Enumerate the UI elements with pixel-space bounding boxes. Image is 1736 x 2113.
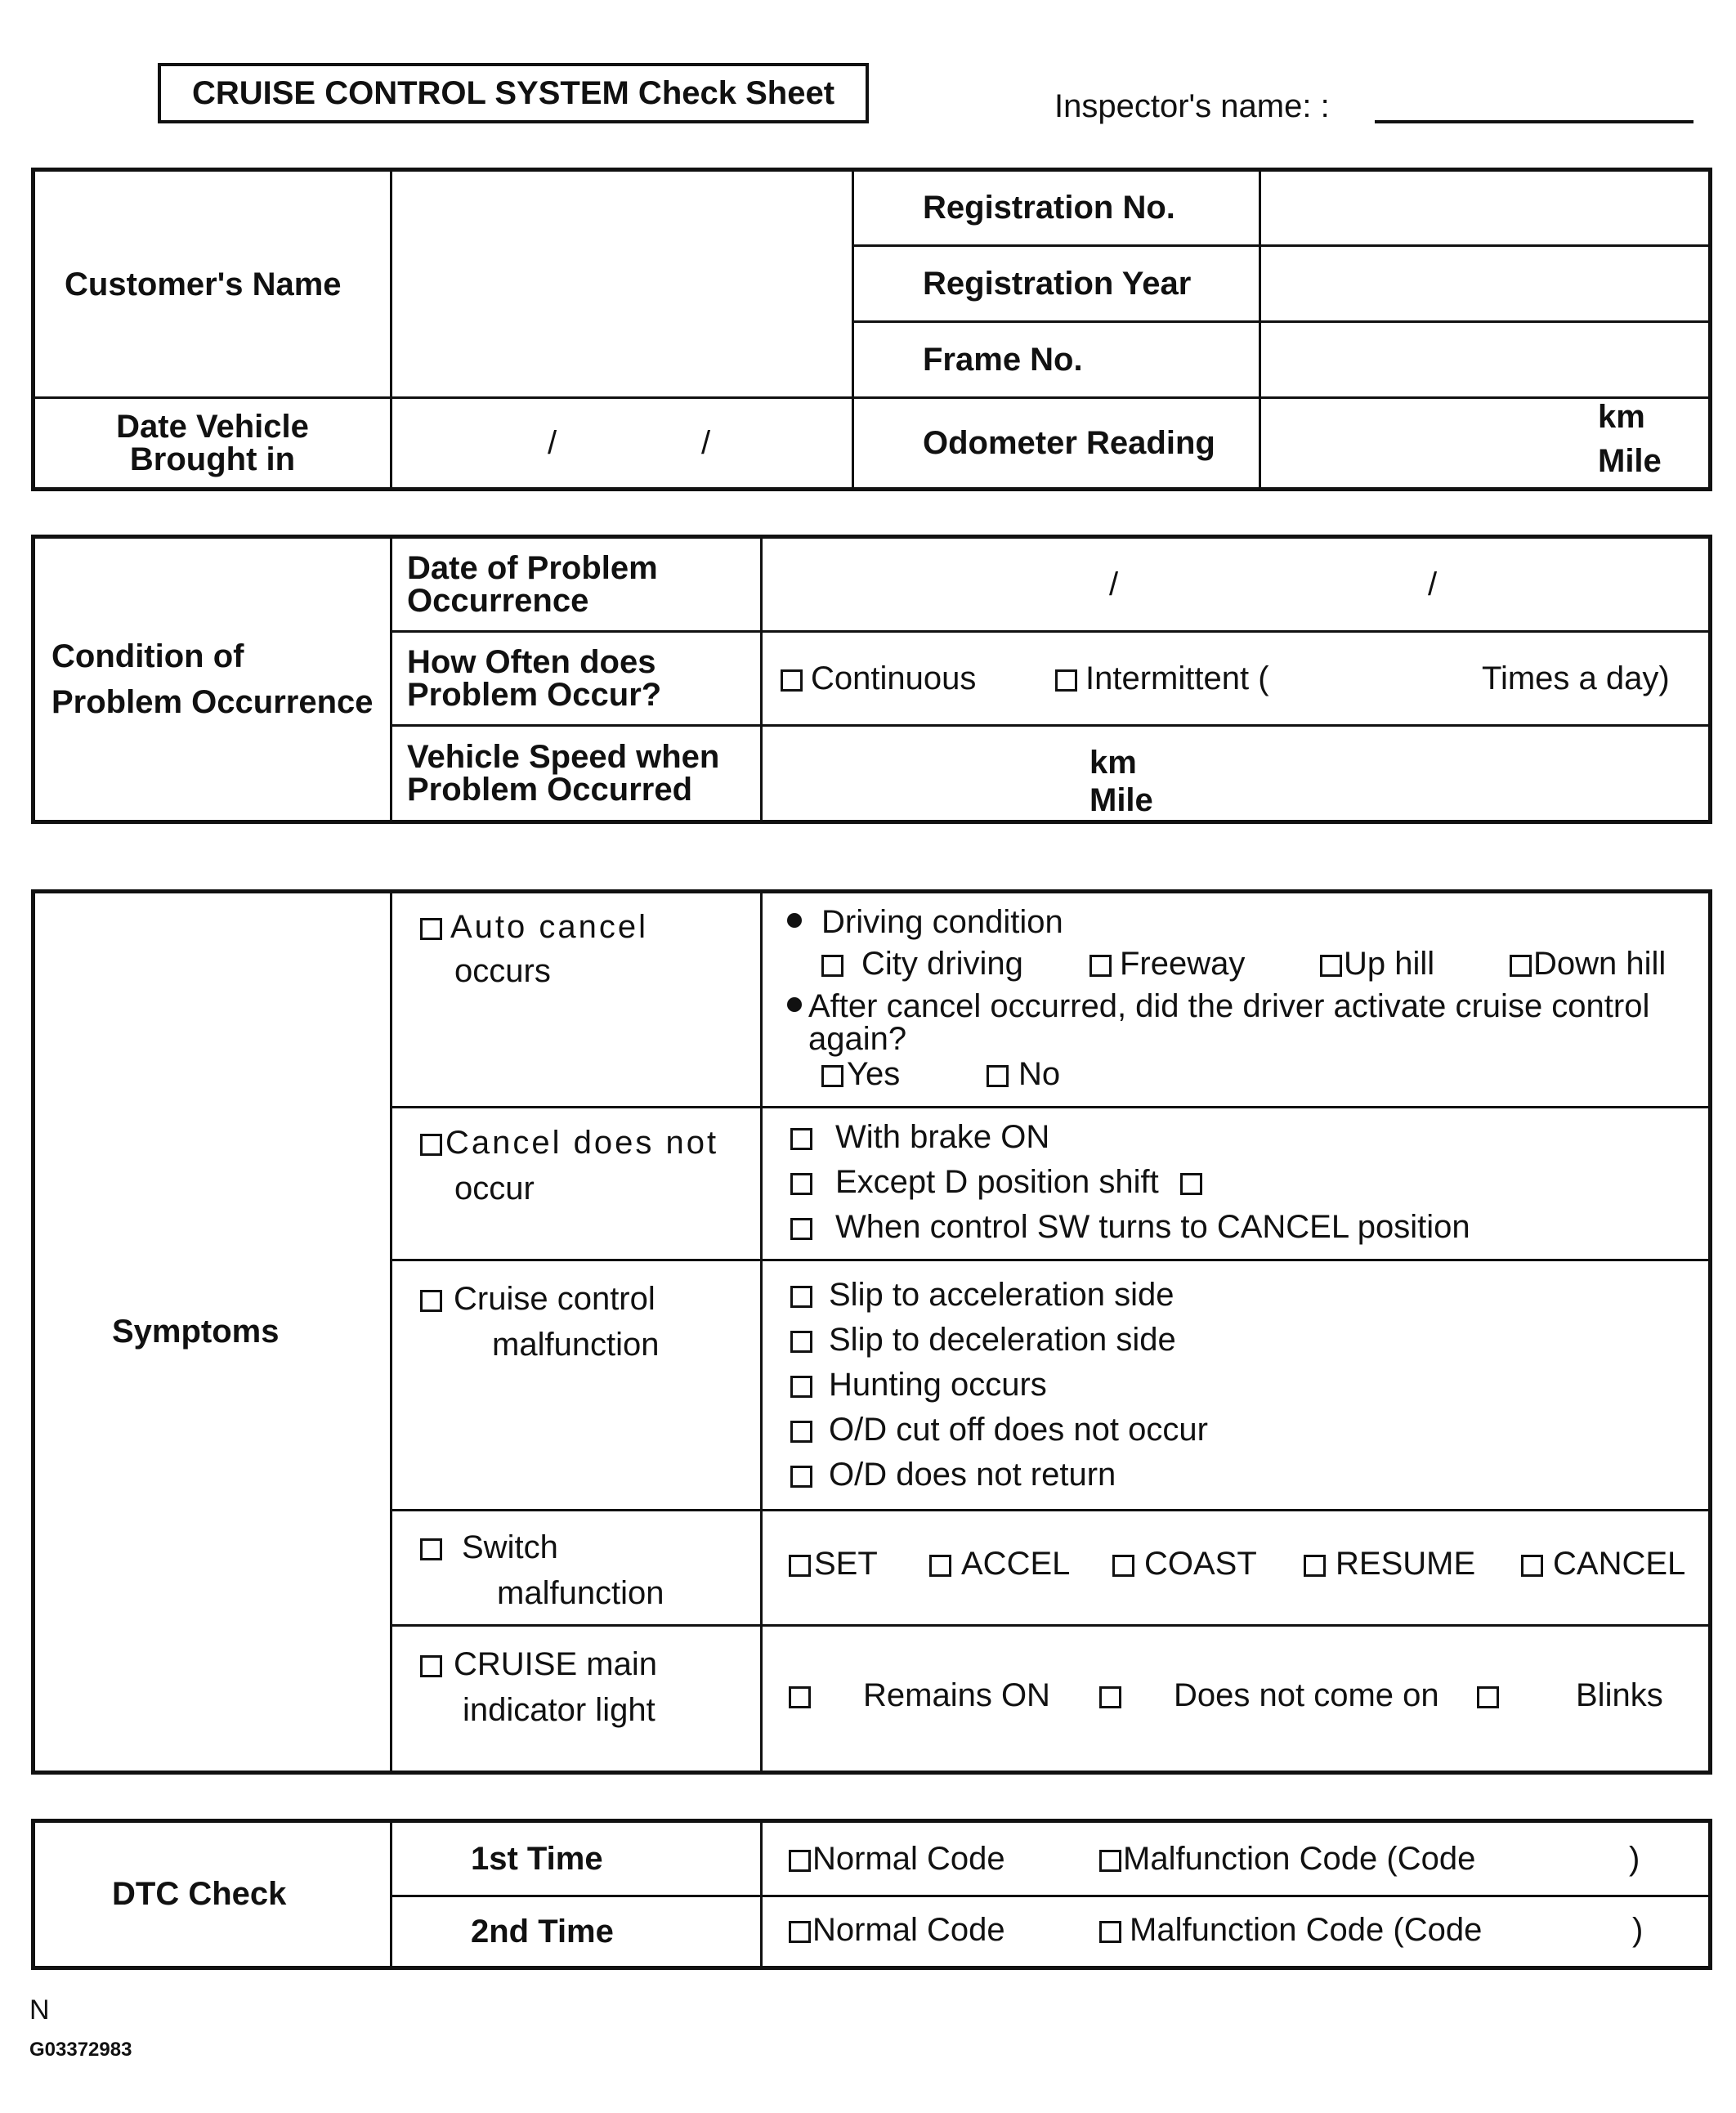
switch-malfunction-details (762, 1511, 1711, 1626)
auto-cancel-option[interactable]: Auto cancel occurs (391, 892, 762, 1108)
dtc-first-options (762, 1821, 1711, 1896)
yes-option[interactable]: Yes (821, 1055, 900, 1093)
unit-km: km (1598, 399, 1645, 435)
checkbox-icon[interactable] (1510, 955, 1532, 977)
checkbox-icon[interactable] (1521, 1555, 1543, 1577)
unit-mile: Mile (1089, 782, 1153, 818)
switch-set-option[interactable]: SET (789, 1546, 878, 1583)
inspector-label: Inspector's name: : (1054, 88, 1330, 124)
registration-year-label: Registration Year (853, 246, 1260, 322)
checkbox-icon[interactable] (420, 918, 442, 940)
remains-on-option[interactable]: Remains ON (789, 1677, 1050, 1714)
figure-code: G03372983 (29, 2039, 132, 2061)
condition-section-label: Condition of Problem Occurrence (34, 537, 391, 822)
checkbox-icon[interactable] (1055, 669, 1077, 692)
downhill-option[interactable]: Down hill (1510, 942, 1666, 987)
no-option[interactable]: No (987, 1055, 1060, 1093)
switch-cancel-option[interactable]: CANCEL (1521, 1546, 1685, 1583)
condition-table (31, 535, 1712, 824)
customer-name-label: Customer's Name (34, 170, 391, 398)
dtc-check-table (31, 1819, 1712, 1970)
cruise-malfunction-details: Slip to acceleration side Slip to deceleration side Hunting occurs O/D cut off does not occur O/D does not return (762, 1260, 1711, 1511)
checkbox-icon[interactable] (790, 1421, 812, 1443)
first-malfunction-code-option[interactable]: Malfunction Code (Code (1099, 1841, 1475, 1878)
dtc-second-time-label: 2nd Time (391, 1896, 762, 1968)
checkbox-icon[interactable] (789, 1921, 811, 1943)
symptoms-table (31, 889, 1712, 1775)
checkbox-icon[interactable] (1304, 1555, 1326, 1577)
date-brought-field[interactable] (391, 398, 853, 490)
vehicle-info-table (31, 168, 1712, 491)
checkbox-icon[interactable] (789, 1686, 811, 1708)
registration-year-field[interactable] (1260, 246, 1711, 322)
odometer-field[interactable] (1260, 398, 1711, 490)
odometer-label: Odometer Reading (853, 398, 1260, 490)
registration-no-label: Registration No. (853, 170, 1260, 246)
second-malfunction-code-option[interactable]: Malfunction Code (Code (1099, 1912, 1482, 1949)
frame-no-label: Frame No. (853, 322, 1260, 398)
unit-mile: Mile (1598, 443, 1662, 479)
dtc-section-label: DTC Check (34, 1821, 391, 1968)
dtc-second-options (762, 1896, 1711, 1968)
close-paren: ) (1629, 1841, 1640, 1877)
indicator-light-option[interactable]: CRUISE main indicator light (391, 1626, 762, 1773)
continuous-option[interactable]: Continuous (781, 660, 976, 697)
times-a-day-label: Times a day) (1482, 660, 1670, 696)
checkbox-icon[interactable] (790, 1128, 812, 1150)
checkbox-icon[interactable] (1099, 1686, 1121, 1708)
vehicle-speed-label: Vehicle Speed when Problem Occurred (391, 726, 762, 822)
bullet-icon (787, 997, 802, 1012)
checkbox-icon[interactable] (420, 1655, 442, 1677)
cancel-not-occur-option[interactable]: Cancel does not occur (391, 1108, 762, 1260)
sheet-title: CRUISE CONTROL SYSTEM Check Sheet (158, 63, 869, 123)
checkbox-icon[interactable] (420, 1290, 442, 1312)
checkbox-icon[interactable] (1477, 1686, 1499, 1708)
date-brought-label: Date Vehicle Brought in (34, 398, 391, 490)
checkbox-icon[interactable] (420, 1538, 442, 1560)
close-paren: ) (1632, 1912, 1644, 1948)
switch-malfunction-option[interactable]: Switch malfunction (391, 1511, 762, 1626)
cancel-not-occur-details: With brake ON Except D position shift When control SW turns to CANCEL position (762, 1108, 1711, 1260)
registration-no-field[interactable] (1260, 170, 1711, 246)
intermittent-option[interactable]: Intermittent ( (1055, 660, 1269, 697)
indicator-light-details (762, 1626, 1711, 1773)
date-separator: / (548, 425, 557, 461)
dtc-first-time-label: 1st Time (391, 1821, 762, 1896)
checkbox-icon[interactable] (1089, 955, 1112, 977)
checkbox-icon[interactable] (790, 1466, 812, 1488)
checkbox-icon[interactable] (1320, 955, 1342, 977)
checkbox-icon[interactable] (821, 955, 843, 977)
not-come-on-option[interactable]: Does not come on (1099, 1677, 1439, 1714)
switch-coast-option[interactable]: COAST (1112, 1546, 1257, 1583)
inspector-name-field[interactable] (1375, 120, 1693, 123)
auto-cancel-details: Driving condition City driving Freeway Up hill Down hill After cancel occurred, did the driver activate cruise control again? Yes No (762, 892, 1711, 1108)
blinks-option[interactable]: Blinks (1477, 1677, 1663, 1714)
checkbox-icon[interactable] (781, 669, 803, 692)
date-separator: / (1428, 566, 1438, 602)
checkbox-icon[interactable] (1180, 1173, 1202, 1195)
frame-no-field[interactable] (1260, 322, 1711, 398)
uphill-option[interactable]: Up hill (1320, 942, 1434, 987)
bullet-icon (787, 913, 802, 928)
unit-km: km (1089, 745, 1137, 781)
symptoms-section-label: Symptoms (34, 892, 391, 1773)
checkbox-icon[interactable] (790, 1331, 812, 1353)
checkbox-icon[interactable] (790, 1286, 812, 1308)
checkbox-icon[interactable] (420, 1134, 442, 1156)
checkbox-icon[interactable] (789, 1555, 811, 1577)
date-separator: / (701, 425, 711, 461)
checkbox-icon[interactable] (821, 1065, 843, 1087)
date-separator: / (1109, 566, 1119, 602)
checkbox-icon[interactable] (987, 1065, 1009, 1087)
problem-date-label: Date of Problem Occurrence (391, 537, 762, 632)
freeway-option[interactable]: Freeway (1089, 942, 1245, 987)
how-often-options (762, 632, 1711, 726)
checkbox-icon[interactable] (1099, 1921, 1121, 1943)
checkbox-icon[interactable] (790, 1218, 812, 1240)
checkbox-icon[interactable] (789, 1850, 811, 1872)
problem-date-field[interactable] (762, 537, 1711, 632)
checkbox-icon[interactable] (1099, 1850, 1121, 1872)
first-normal-code-option[interactable]: Normal Code (789, 1841, 1005, 1878)
switch-resume-option[interactable]: RESUME (1304, 1546, 1475, 1583)
checkbox-icon[interactable] (790, 1173, 812, 1195)
vehicle-speed-field[interactable] (762, 726, 1711, 822)
footer-n: N (29, 1994, 50, 2026)
checkbox-icon[interactable] (790, 1376, 812, 1398)
how-often-label: How Often does Problem Occur? (391, 632, 762, 726)
switch-accel-option[interactable]: ACCEL (929, 1546, 1070, 1583)
customer-name-field[interactable] (391, 170, 853, 398)
checkbox-icon[interactable] (929, 1555, 951, 1577)
city-driving-option[interactable]: City driving (821, 942, 1023, 987)
checkbox-icon[interactable] (1112, 1555, 1134, 1577)
cruise-malfunction-option[interactable]: Cruise control malfunction (391, 1260, 762, 1511)
second-normal-code-option[interactable]: Normal Code (789, 1912, 1005, 1949)
